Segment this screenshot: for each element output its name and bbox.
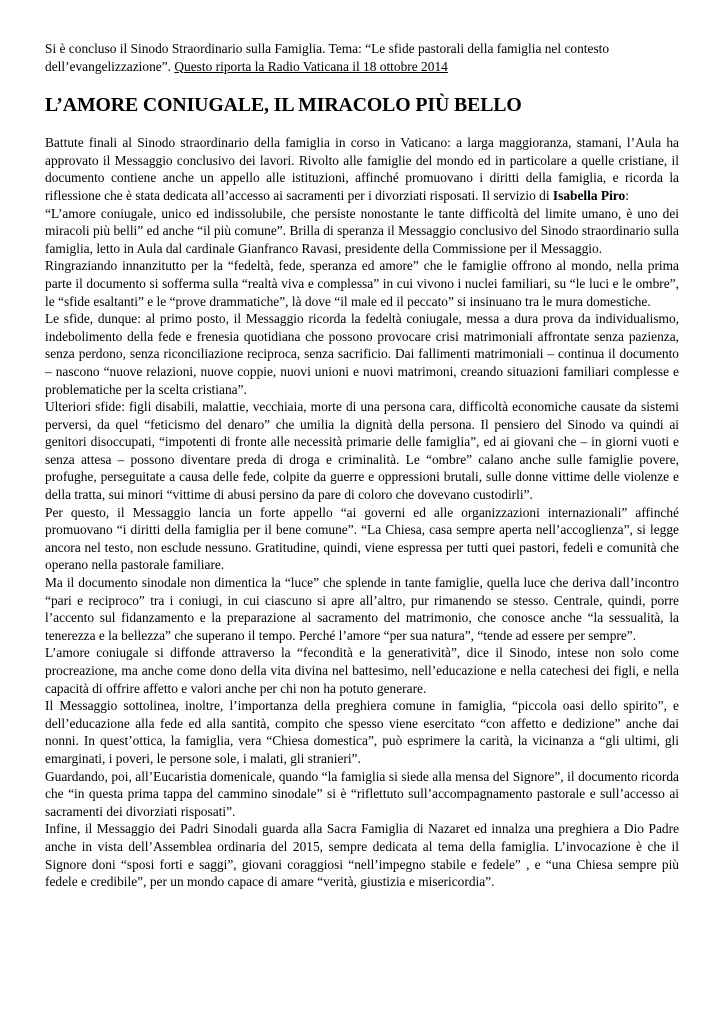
- article-paragraph: Guardando, poi, all’Eucaristia domenicale, quando “la famiglia si siede alla mensa del Signore”, il documento ricorda che “in questa prima tappa del cammino sinodale” si è “riflettuto sull’accompagnamento pastorale e sull’accesso ai sacramenti dei divorziati risposati”.: [45, 768, 679, 819]
- article-paragraph: Ringraziando innanzitutto per la “fedeltà, fede, speranza ed amore” che le famiglie offrono al mondo, nella prima parte il documento si sofferma sulla “realtà viva e complessa” in cui vivono i nuclei familiari, su “le luci e le ombre”, le “sfide esaltanti” e le “prove drammatiche”, là dove “il male ed il peccato” si insinuano tra le mura domestiche.: [45, 258, 679, 309]
- article-lead: [45, 134, 679, 204]
- lead-end: :: [625, 187, 629, 203]
- intro-paragraph: [45, 40, 679, 75]
- intro-text: Si è concluso il Sinodo Straordinario sulla Famiglia. Tema: “Le sfide pastorali della famiglia nel contesto dell’evangelizzazione”.: [45, 41, 610, 74]
- article-paragraph: Infine, il Messaggio dei Padri Sinodali guarda alla Sacra Famiglia di Nazaret ed innalza una preghiera a Dio Padre anche in vista dell’Assemblea ordinaria del 2015, sempre dedicata al tema della famiglia. L’invocazione è che il Signore doni “sposi forti e saggi”, giovani coraggiosi “nell’impegno stabile e fedele” , e “una Chiesa sempre più fedele e credibile”, per un mondo capace di amare “verità, giustizia e misericordia”.: [45, 821, 679, 890]
- article-title: L’AMORE CONIUGALE, IL MIRACOLO PIÙ BELLO: [45, 94, 522, 117]
- article-paragraph: Ma il documento sinodale non dimentica la “luce” che splende in tante famiglie, quella luce che deriva dall’incontro “pari e reciproco” tra i coniugi, in cui ciascuno si apre all’altro, pur rimanendo se stesso. Centrale, quindi, porre l’accento sul fidanzamento e la preparazione al sacramento del matrimonio, che conosce anche “la sessualità, la tenerezza e la bellezza” che superano il tempo. Perché l’amore “per sua natura”, “tende ad essere per sempre”.: [45, 575, 679, 643]
- source-link[interactable]: Questo riporta la Radio Vaticana il 18 ottobre 2014: [174, 58, 448, 74]
- article-paragraph: Ulteriori sfide: figli disabili, malattie, vecchiaia, morte di una persona cara, difficoltà economiche causate da sistemi perversi, da quel “feticismo del denaro” che umilia la dignità della persona. Il pensiero del Sinodo va quindi ai genitori disoccupati, “impotenti di fronte alle necessità primarie delle famiglia”, ed ai giovani che – in giorni vuoti e senza attesa – possono diventare preda di droga e criminalità. Le “ombre” calano anche sulle famiglie povere, profughe, perseguitate a causa delle fede, colpite da guerre e oppressioni brutali, sulle donne vittime delle violenze e della tratta, sui minori “vittime di abusi persino da pare di coloro che dovevano custodirli”.: [45, 399, 679, 503]
- article-paragraph: Le sfide, dunque: al primo posto, il Messaggio ricorda la fedeltà coniugale, messa a dura prova da individualismo, indebolimento della fede e frenesia quotidiana che possono provocare crisi matrimoniali affrontate senza pazienza, senza perdono, senza riconciliazione reciproca, senza sacrificio. Dai fallimenti matrimoniali – continua il documento – nascono “nuove relazioni, nuove coppie, nuovi unioni e nuovi matrimoni, creando situazioni familiari complesse e problematiche per la scelta cristiana”.: [45, 311, 679, 397]
- author-name: Isabella Piro: [552, 187, 626, 203]
- article-paragraph: Il Messaggio sottolinea, inoltre, l’importanza della preghiera comune in famiglia, “piccola oasi dello spirito”, e dell’educazione alla fede ed alla santità, compito che spesso viene esercitato “con affetto e dedizione” anche dai nonni. In quest’ottica, la famiglia, vera “Chiesa domestica”, può esprimere la carità, la vicinanza a “gli ultimi, gli emarginati, i poveri, le persone sole, i malati, gli stranieri”.: [45, 698, 679, 766]
- article-paragraph: L’amore coniugale si diffonde attraverso la “fecondità e la generatività”, dice il Sinodo, intese non solo come procreazione, ma anche come dono della vita divina nel battesimo, nell’educazione e nella catechesi dei figli, e nella capacità di offrire affetto e valori anche per chi non ha potuto generare.: [45, 645, 679, 696]
- lead-text: Battute finali al Sinodo straordinario della famiglia in corso in Vaticano: a larga maggioranza, stamani, l’Aula ha approvato il Messaggio conclusivo dei lavori. Rivolto alle famiglie del mondo ed in particolare a quelle cristiane, il documento contiene anche un appello alle istituzioni, affinché promuovano i diritti della famiglia, e ricorda la riflessione che è stata dedicata all’accesso ai sacramenti per i divorziati risposati. Il servizio di: [45, 135, 679, 203]
- article-paragraph: “L’amore coniugale, unico ed indissolubile, che persiste nonostante le tante difficoltà del limite umano, è uno dei miracoli più belli” ed anche “il più comune”. Brilla di speranza il Messaggio conclusivo del Sinodo straordinario sulla famiglia, letto in Aula dal cardinale Gianfranco Ravasi, presidente della Commissione per il Messaggio.: [45, 205, 679, 256]
- article-paragraph: Per questo, il Messaggio lancia un forte appello “ai governi ed alle organizzazioni internazionali” affinché promuovano “i diritti della famiglia per il bene comune”. “La Chiesa, casa sempre aperta nell’accoglienza”, si legge ancora nel testo, non esclude nessuno. Gratitudine, quindi, viene espressa per tutti quei pastori, fedeli e comunità che operano nella pastorale familiare.: [45, 504, 679, 573]
